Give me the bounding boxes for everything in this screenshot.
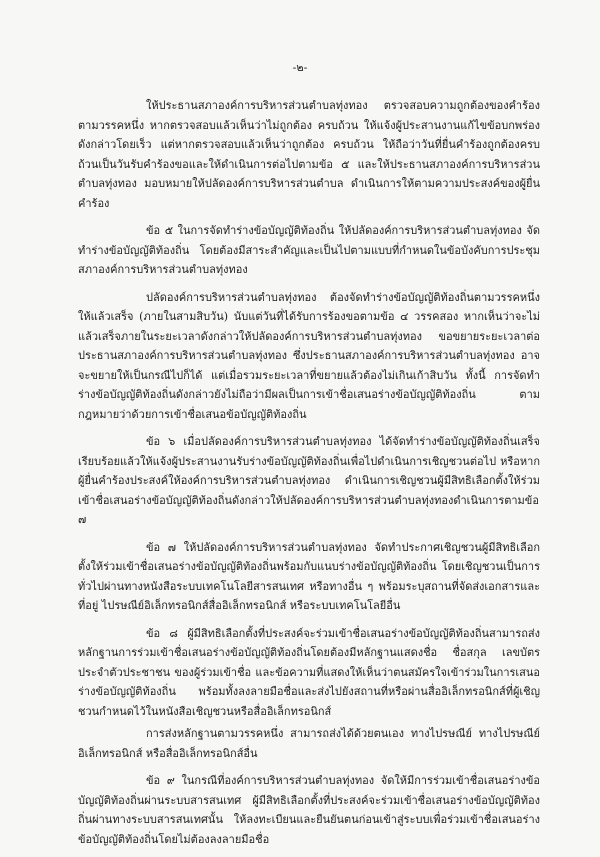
paragraph-article-6: ข้อ ๖ เมื่อปลัดองค์การบริหารส่วนตำบลทุ่งทอง ได้จัดทำร่างข้อบัญญัติท้องถิ่นเสร็จเรียบร้อยแล้วให้แจ้งผู้ประสานงานรับร่างข้อบัญญัติท้องถิ่นเพื่อไปดำเนินการเชิญชวนต่อไป หรือหากผู้ยื่นคำร้องประสงค์ให้องค์การบริหารส่วนตำบลทุ่งทอง ดำเนินการเชิญชวนผู้มีสิทธิเลือกตั้งให้ร่วมเข้าชื่อเสนอร่างข้อบัญญัติท้องถิ่นดังกล่าวให้ปลัดองค์การบริหารส่วนตำบลทุ่งทองดำเนินการตามข้อ ๗ [78, 435, 540, 526]
paragraph-drafting-deadline: ปลัดองค์การบริหารส่วนตำบลทุ่งทอง ต้องจัดทำร่างข้อบัญญัติท้องถิ่นตามวรรคหนึ่งให้แล้วเสร็จ (ภายในสามสิบวัน) นับแต่วันที่ได้รับการร้องขอตามข้อ ๔ วรรคสอง หากเห็นว่าจะไม่แล้วเสร็จภายในระยะเวลาดังกล่าวให้ปลัดองค์การบริหารส่วนตำบลทุ่งทอง ขอขยายระยะเวลาต่อประธานสภาองค์การบริหารส่วนตำบลทุ่งทอง ซึ่งประธานสภาองค์การบริหารส่วนตำบลทุ่งทอง อาจจะขยายให้เป็นกรณีไปก็ได้ แต่เมื่อรวมระยะเวลาที่ขยายแล้วต้องไม่เกินเก้าสิบวัน ทั้งนี้ การจัดทำร่างข้อบัญญัติท้องถิ่นดังกล่าวยังไม่ถือว่ามีผลเป็นการเข้าชื่อเสนอร่างข้อบัญญัติท้องถิ่น ตามกฎหมายว่าด้วยการเข้าชื่อเสนอข้อบัญญัติท้องถิ่น [78, 290, 540, 421]
paragraph-article-5: ข้อ ๕ ในการจัดทำร่างข้อบัญญัติท้องถิ่น ให้ปลัดองค์การบริหารส่วนตำบลทุ่งทอง จัดทำร่างข้อบัญญัติท้องถิ่น โดยต้องมีสาระสำคัญและเป็นไปตามแบบที่กำหนดในข้อบังคับการประชุมสภาองค์การบริหารส่วนตำบลทุ่งทอง [78, 224, 540, 276]
paragraph-article-7: ข้อ ๗ ให้ปลัดองค์การบริหารส่วนตำบลทุ่งทอง จัดทำประกาศเชิญชวนผู้มีสิทธิเลือกตั้งให้ร่วมเข้าชื่อเสนอร่างข้อบัญญัติท้องถิ่นพร้อมกับแนบร่างข้อบัญญัติท้องถิ่น โดยเชิญชวนเป็นการทั่วไปผ่านทางหนังสือระบบเทคโนโลยีสารสนเทศ หรือทางอื่น ๆ พร้อมระบุสถานที่จัดส่งเอกสารและที่อยู่ ไปรษณีย์อิเล็กทรอนิกส์สื่ออิเล็กทรอนิกส์ หรือระบบเทคโนโลยีอื่น [78, 540, 540, 612]
paragraph-article-9: ข้อ ๙ ในกรณีที่องค์การบริหารส่วนตำบลทุ่งทอง จัดให้มีการร่วมเข้าชื่อเสนอร่างข้อบัญญัติท้องถิ่นผ่านระบบสารสนเทศ ผู้มีสิทธิเลือกตั้งที่ประสงค์จะร่วมเข้าชื่อเสนอร่างข้อบัญญัติท้องถิ่นผ่านทางระบบสารสนเทศนั้น ให้ลงทะเบียนและยืนยันตนก่อนเข้าสู่ระบบเพื่อร่วมเข้าชื่อเสนอร่างข้อบัญญัติท้องถิ่นโดยไม่ต้องลงลายมือชื่อ [78, 774, 540, 846]
document-body [78, 96, 540, 857]
paragraph-article-8: ข้อ ๘ ผู้มีสิทธิเลือกตั้งที่ประสงค์จะร่วมเข้าชื่อเสนอร่างข้อบัญญัติท้องถิ่นสามารถส่งหลักฐานการร่วมเข้าชื่อเสนอร่างข้อบัญญัติท้องถิ่นโดยต้องมีหลักฐานแสดงชื่อ ชื่อสกุล เลขบัตรประจำตัวประชาชน ของผู้ร่วมเข้าชื่อ และข้อความที่แสดงให้เห็นว่าตนสมัครใจเข้าร่วมในการเสนอร่างข้อบัญญัติท้องถิ่น พร้อมทั้งลงลายมือชื่อและส่งไปยังสถานที่หรือผ่านสื่ออิเล็กทรอนิกส์ที่ผู้เชิญชวนกำหนดไว้ในหนังสือเชิญชวนหรือสื่ออิเล็กทรอนิกส์ [78, 626, 540, 718]
paragraph-evidence-submission: การส่งหลักฐานตามวรรคหนึ่ง สามารถส่งได้ด้วยตนเอง ทางไปรษณีย์ ทางไปรษณีย์อิเล็กทรอนิกส์ หรือสื่ออิเล็กทรอนิกส์อื่น [78, 727, 540, 760]
page-number: -๒- [292, 61, 308, 74]
paragraph-chairman-verification: ให้ประธานสภาองค์การบริหารส่วนตำบลทุ่งทอง ตรวจสอบความถูกต้องของคำร้องตามวรรคหนึ่ง หากตรวจสอบแล้วเห็นว่าไม่ถูกต้อง ครบถ้วน ให้แจ้งผู้ประสานงานแก้ไขข้อบกพร่องดังกล่าวโดยเร็ว แต่หากตรวจสอบแล้วเห็นว่าถูกต้อง ครบถ้วน ให้ถือว่าวันที่ยื่นคำร้องถูกต้องครบถ้วนเป็นวันรับคำร้องขอและให้ดำเนินการต่อไปตามข้อ ๕ และให้ประธานสภาองค์การบริหารส่วนตำบลทุ่งทอง มอบหมายให้ปลัดองค์การบริหารส่วนตำบล ดำเนินการให้ตามความประสงค์ของผู้ยื่นคำร้อง [78, 99, 540, 210]
